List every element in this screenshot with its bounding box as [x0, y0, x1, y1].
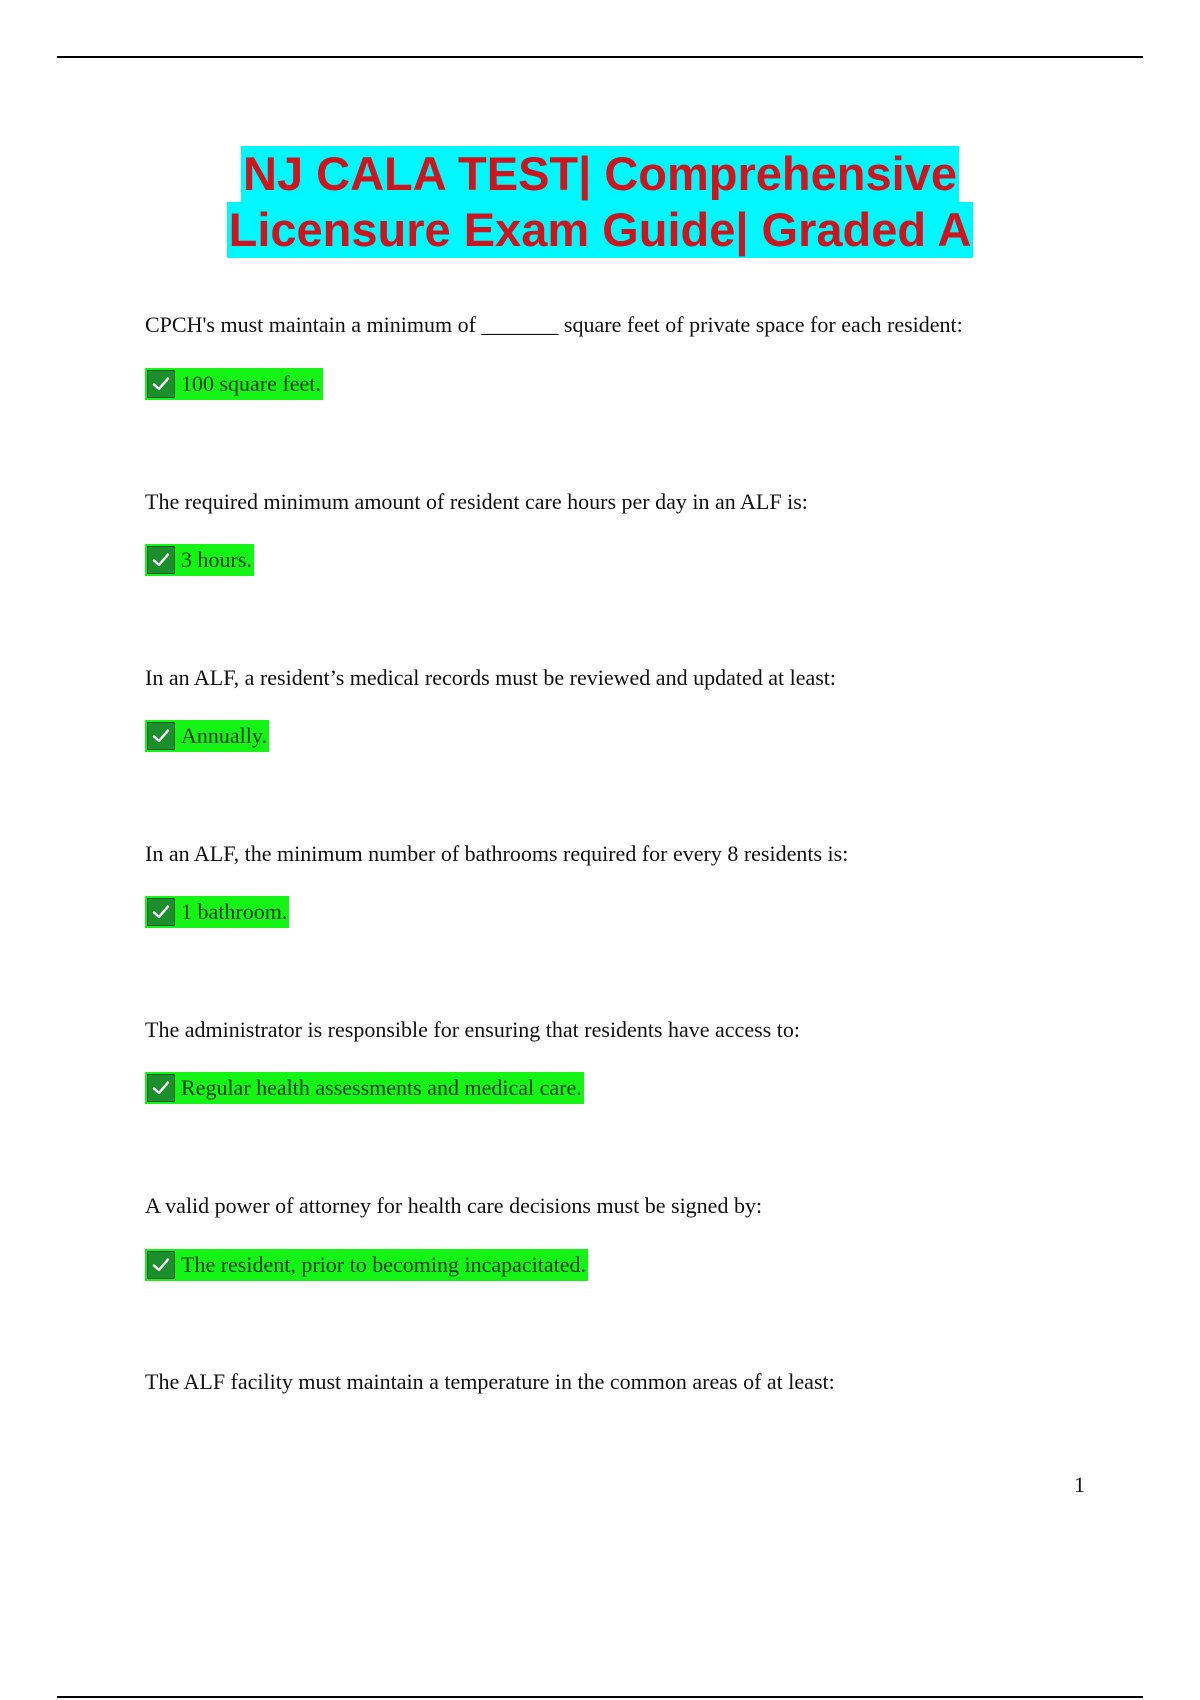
answer-highlight — [145, 1249, 588, 1281]
header-rule — [57, 56, 1143, 58]
question-text: In an ALF, the minimum number of bathrooms required for every 8 residents is: — [145, 841, 849, 866]
checkmark-icon — [147, 1251, 175, 1279]
answer-highlight — [145, 544, 254, 576]
answer-highlight — [145, 720, 269, 752]
question-text: The administrator is responsible for ensuring that residents have access to: — [145, 1017, 800, 1042]
title-line-1: NJ CALA TEST| Comprehensive — [243, 147, 957, 200]
footer-rule — [57, 1696, 1143, 1698]
question-text: CPCH's must maintain a minimum of _______ square feet of private space for each resident: — [145, 312, 963, 337]
answer-highlight — [145, 896, 289, 928]
question-text: The required minimum amount of resident care hours per day in an ALF is: — [145, 489, 808, 514]
checkmark-icon — [147, 1074, 175, 1102]
answer-text: The resident, prior to becoming incapacitated. — [181, 1252, 587, 1277]
checkmark-icon — [147, 370, 175, 398]
question-text: A valid power of attorney for health care decisions must be signed by: — [145, 1193, 763, 1218]
answer-text: Annually. — [181, 723, 267, 748]
checkmark-icon — [147, 546, 175, 574]
answer-text: 3 hours. — [181, 547, 252, 572]
answer-highlight — [145, 1072, 584, 1104]
checkmark-icon — [147, 722, 175, 750]
answer-text: Regular health assessments and medical care. — [181, 1075, 582, 1100]
checkmark-icon — [147, 898, 175, 926]
title-line-2: Licensure Exam Guide| Graded A — [228, 203, 972, 256]
answer-text: 1 bathroom. — [181, 899, 288, 924]
document-title — [0, 146, 1200, 258]
page-number: 1 — [1074, 1472, 1085, 1497]
answer-text: 100 square feet. — [181, 371, 321, 396]
answer-highlight — [145, 368, 323, 400]
question-text: In an ALF, a resident’s medical records must be reviewed and updated at least: — [145, 665, 837, 690]
question-text: The ALF facility must maintain a temperature in the common areas of at least: — [145, 1369, 835, 1394]
